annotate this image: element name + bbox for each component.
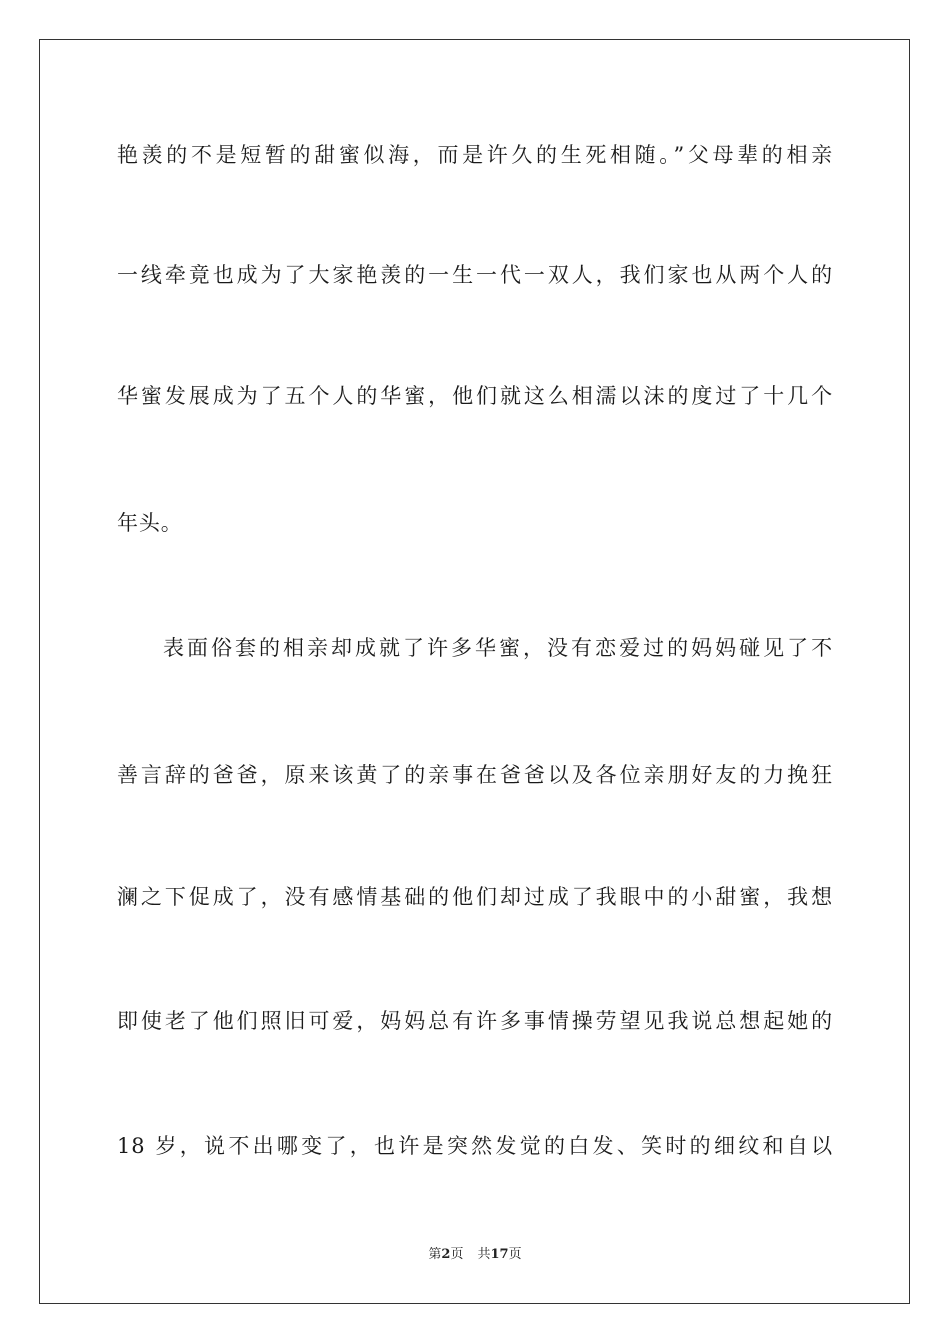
body-line-8: 即使老了他们照旧可爱，妈妈总有许多事情操劳望见我说总想起她的 [117,1009,833,1033]
body-line-6: 善言辞的爸爸，原来该黄了的亲事在爸爸以及各位亲朋好友的力挽狂 [117,763,833,787]
body-line-4: 年头。 [117,511,183,535]
body-line-1: 艳羡的不是短暂的甜蜜似海，而是许久的生死相随。”父母辈的相亲 [117,143,833,167]
body-line-2: 一线牵竟也成为了大家艳羡的一生一代一双人，我们家也从两个人的 [117,263,833,287]
page-suffix: 页 [450,1247,464,1262]
body-line-5: 表面俗套的相亲却成就了许多华蜜，没有恋爱过的妈妈碰见了不 [163,636,833,660]
page-footer [0,1246,950,1264]
body-line-3: 华蜜发展成为了五个人的华蜜，他们就这么相濡以沫的度过了十几个 [117,384,833,408]
body-line-7: 澜之下促成了，没有感情基础的他们却过成了我眼中的小甜蜜，我想 [117,885,833,909]
body-line-9: 18 岁，说不出哪变了，也许是突然发觉的白发、笑时的细纹和自以 [117,1134,833,1158]
total-suffix: 页 [508,1247,522,1262]
page-prefix: 第 [428,1247,442,1262]
total-prefix: 共 [477,1247,491,1262]
page-border [39,39,910,1304]
total-pages: 17 [490,1247,509,1262]
page-number: 2 [441,1247,451,1262]
